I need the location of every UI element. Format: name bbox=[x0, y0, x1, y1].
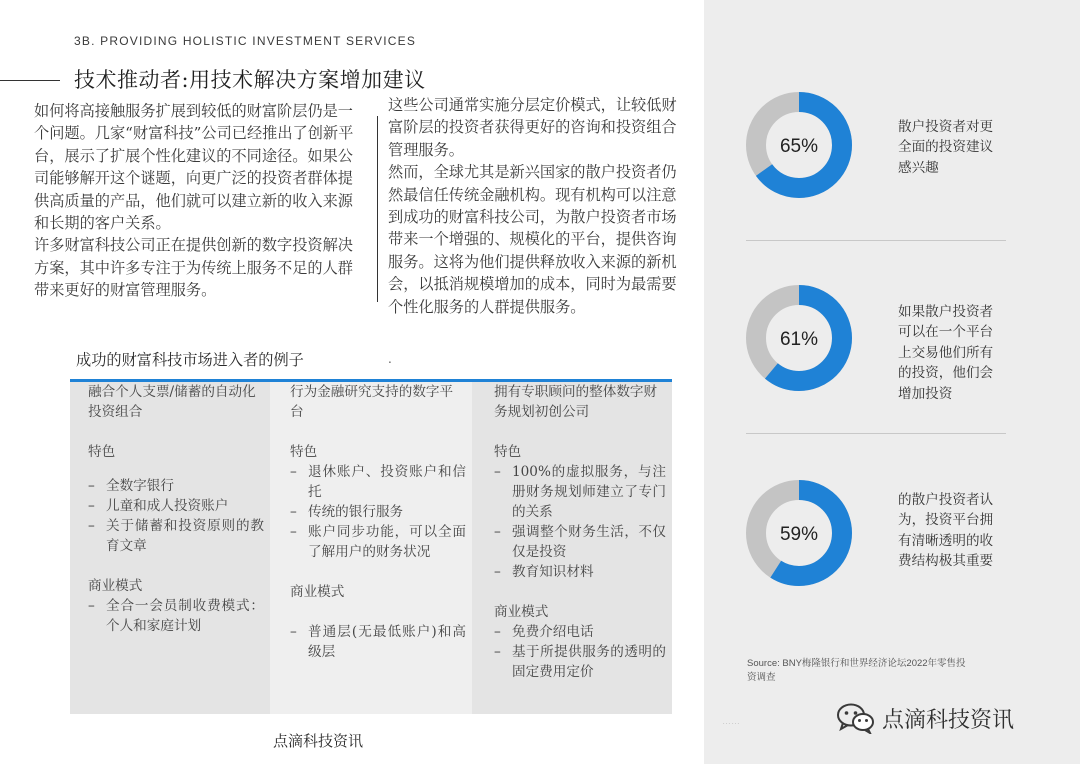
wechat-icon bbox=[836, 702, 876, 734]
stat-donut-2 bbox=[746, 285, 852, 391]
stat-percent-label: 65% bbox=[779, 136, 819, 157]
feature-item: – 账户同步功能，可以全面了解用户的财务状况 bbox=[290, 524, 466, 560]
model-item: – 基于所提供服务的透明的固定费用定价 bbox=[494, 644, 666, 680]
example-heading: 拥有专职顾问的整体数字财务规划初创公司 bbox=[494, 384, 658, 420]
footer-watermark: 点滴科技资讯 bbox=[273, 732, 364, 750]
features-label: 特色 bbox=[290, 444, 318, 460]
brand-watermark bbox=[836, 702, 1014, 734]
model-label: 商业模式 bbox=[494, 604, 549, 620]
feature-item: – 100%的虚拟服务，与注册财务规划师建立了专门的关系 bbox=[494, 464, 666, 520]
feature-item: – 传统的银行服务 bbox=[290, 504, 404, 520]
middle-paragraph-2: 然而，全球尤其是新兴国家的散户投资者仍然最信任传统金融机构。现有机构可以注意到成功的财富科技公司，为散户投资者市场带来一个增强的、规模化的平台，提供咨询服务。这将为他们提供释放收入来源的新机会，以抵消规模增加的成本，同时为最需要个性化服务的人群提供服务。 bbox=[388, 163, 677, 316]
features-label: 特色 bbox=[88, 444, 116, 460]
stat-donut-1 bbox=[746, 92, 852, 198]
examples-title: 成功的财富科技市场进入者的例子 bbox=[76, 351, 304, 369]
middle-column bbox=[388, 94, 688, 318]
source-note: Source: BNY梅隆银行和世界经济论坛2022年零售投资调查 bbox=[747, 658, 966, 683]
example-column-1 bbox=[70, 382, 270, 714]
model-label: 商业模式 bbox=[88, 578, 143, 594]
feature-item: – 儿童和成人投资账户 bbox=[88, 498, 229, 514]
middle-paragraph-1: 这些公司通常实施分层定价模式，让较低财富阶层的投资者获得更好的咨询和投资组合管理服务。 bbox=[388, 96, 677, 159]
example-heading: 融合个人支票/储蓄的自动化投资组合 bbox=[88, 384, 256, 420]
stat-percent-label: 59% bbox=[779, 524, 819, 545]
model-item: – 普通层(无最低账户)和高级层 bbox=[290, 624, 466, 660]
stray-mark: . bbox=[388, 352, 392, 366]
section-label: 3B. PROVIDING HOLISTIC INVESTMENT SERVICES bbox=[74, 34, 417, 48]
stat-separator bbox=[746, 433, 1006, 434]
feature-item: – 强调整个财务生活，不仅仅是投资 bbox=[494, 524, 666, 560]
feature-item: – 退休账户、投资账户和信托 bbox=[290, 464, 466, 500]
stat-text-2: 如果散户投资者可以在一个平台上交易他们所有的投资，他们会增加投资 bbox=[898, 304, 994, 402]
stat-separator bbox=[746, 240, 1006, 241]
feature-item: – 全数字银行 bbox=[88, 478, 174, 494]
feature-item: – 教育知识材料 bbox=[494, 564, 594, 580]
model-item: – 全合一会员制收费模式：个人和家庭计划 bbox=[88, 598, 264, 634]
feature-item: – 关于储蓄和投资原则的教育文章 bbox=[88, 518, 264, 554]
features-label: 特色 bbox=[494, 444, 522, 460]
example-column-2 bbox=[270, 382, 472, 714]
examples-table bbox=[70, 382, 672, 714]
faint-watermark: …… bbox=[722, 716, 740, 726]
brand-text: 点滴科技资讯 bbox=[882, 707, 1015, 733]
stat-donut-3 bbox=[746, 480, 852, 586]
column-divider bbox=[377, 116, 378, 302]
stat-text-1: 散户投资者对更全面的投资建议感兴趣 bbox=[898, 119, 994, 176]
stat-text-3: 的散户投资者认为，投资平台拥有清晰透明的收费结构极其重要 bbox=[898, 492, 994, 570]
left-paragraph-1: 如何将高接触服务扩展到较低的财富阶层仍是一个问题。几家“财富科技”公司已经推出了创新平台，展示了扩展个性化建议的不同途径。如果公司能够解开这个谜题，向更广泛的投资者群体提供高质量的产品，他们就可以建立新的收入来源和长期的客户关系。 bbox=[34, 102, 354, 233]
left-paragraph-2: 许多财富科技公司正在提供创新的数字投资解决方案，其中许多专注于为传统上服务不足的人群带来更好的财富管理服务。 bbox=[34, 236, 353, 300]
left-column bbox=[34, 100, 366, 302]
page-title: 技术推动者:用技术解决方案增加建议 bbox=[74, 68, 426, 92]
model-label: 商业模式 bbox=[290, 584, 345, 600]
example-heading: 行为金融研究支持的数字平台 bbox=[290, 384, 454, 420]
model-item: – 免费介绍电话 bbox=[494, 624, 594, 640]
title-rule bbox=[0, 80, 60, 81]
stat-percent-label: 61% bbox=[779, 329, 819, 350]
example-column-3 bbox=[472, 382, 672, 714]
